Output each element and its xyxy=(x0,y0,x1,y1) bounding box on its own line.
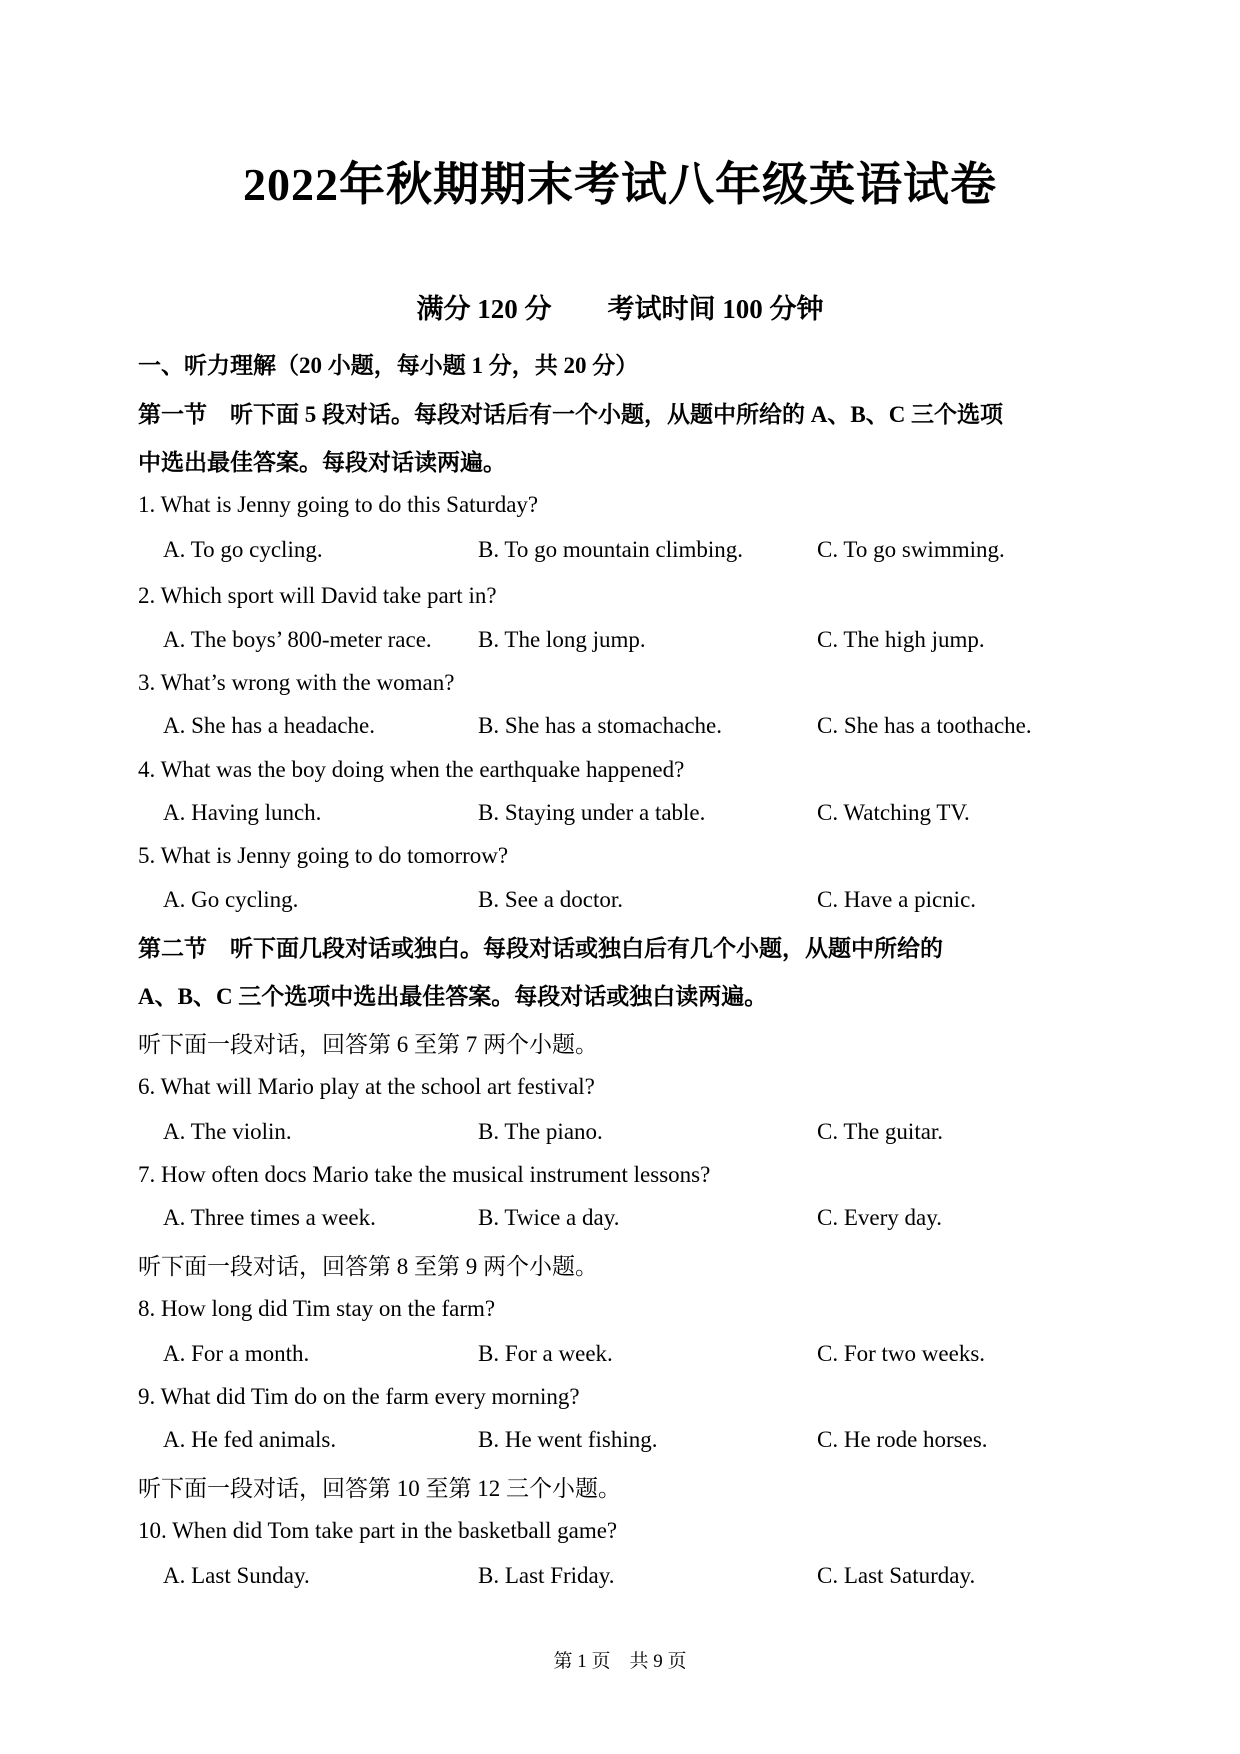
option-a: A. Having lunch. xyxy=(163,800,322,825)
question-text: 9. What did Tim do on the farm every morning? xyxy=(138,1384,580,1409)
option-b: B. For a week. xyxy=(478,1341,613,1366)
listening-instruction: 听下面一段对话，回答第 10 至第 12 三个小题。 xyxy=(138,1476,621,1501)
listening-instruction: 听下面一段对话，回答第 6 至第 7 两个小题。 xyxy=(138,1032,598,1057)
question-text: 4. What was the boy doing when the earthquake happened? xyxy=(138,757,685,782)
option-b: B. Last Friday. xyxy=(478,1563,615,1588)
listening-instruction: 听下面一段对话，回答第 8 至第 9 两个小题。 xyxy=(138,1254,598,1279)
option-b: B. Twice a day. xyxy=(478,1205,620,1230)
section1-instruction-line2: 中选出最佳答案。每段对话读两遍。 xyxy=(138,450,506,475)
option-b: B. To go mountain climbing. xyxy=(478,537,744,562)
exam-time: 考试时间 100 分钟 xyxy=(607,294,824,324)
option-a: A. The violin. xyxy=(163,1119,292,1144)
option-b: B. He went fishing. xyxy=(478,1427,658,1452)
option-a: A. He fed animals. xyxy=(163,1427,337,1452)
option-a: A. She has a headache. xyxy=(163,713,376,738)
option-b: B. The long jump. xyxy=(478,627,646,652)
option-c: C. Last Saturday. xyxy=(817,1563,976,1588)
question-text: 6. What will Mario play at the school art festival? xyxy=(138,1074,595,1099)
page-number: 第 1 页 共 9 页 xyxy=(553,1651,687,1672)
option-c: C. Watching TV. xyxy=(817,800,970,825)
option-a: A. Go cycling. xyxy=(163,887,299,912)
option-c: C. She has a toothache. xyxy=(817,713,1032,738)
option-c: C. The guitar. xyxy=(817,1119,944,1144)
option-c: C. He rode horses. xyxy=(817,1427,988,1452)
option-c: C. Have a picnic. xyxy=(817,887,977,912)
question-text: 7. How often docs Mario take the musical instrument lessons? xyxy=(138,1162,711,1187)
question-text: 10. When did Tom take part in the basketball game? xyxy=(138,1518,618,1543)
option-b: B. The piano. xyxy=(478,1119,603,1144)
question-text: 2. Which sport will David take part in? xyxy=(138,583,497,608)
option-c: C. Every day. xyxy=(817,1205,942,1230)
exam-meta xyxy=(0,287,1240,326)
option-a: A. Three times a week. xyxy=(163,1205,376,1230)
option-b: B. See a doctor. xyxy=(478,887,623,912)
question-text: 5. What is Jenny going to do tomorrow? xyxy=(138,843,509,868)
page-title: 2022年秋期期末考试八年级英语试卷 xyxy=(243,159,997,210)
section1-instruction-line1: 第一节 听下面 5 段对话。每段对话后有一个小题，从题中所给的 A、B、C 三个选项 xyxy=(138,402,1004,427)
option-b: B. She has a stomachache. xyxy=(478,713,722,738)
option-a: A. Last Sunday. xyxy=(163,1563,310,1588)
part1-heading: 一、听力理解（20 小题，每小题 1 分，共 20 分） xyxy=(138,353,639,378)
full-score: 满分 120 分 xyxy=(416,294,552,324)
option-a: A. To go cycling. xyxy=(163,537,323,562)
option-a: A. For a month. xyxy=(163,1341,310,1366)
section2-instruction-line1: 第二节 听下面几段对话或独白。每段对话或独白后有几个小题，从题中所给的 xyxy=(138,936,943,961)
option-c: C. The high jump. xyxy=(817,627,985,652)
question-text: 3. What’s wrong with the woman? xyxy=(138,670,455,695)
question-text: 8. How long did Tim stay on the farm? xyxy=(138,1296,496,1321)
question-text: 1. What is Jenny going to do this Saturday? xyxy=(138,492,539,517)
option-c: C. For two weeks. xyxy=(817,1341,986,1366)
section2-instruction-line2: A、B、C 三个选项中选出最佳答案。每段对话或独白读两遍。 xyxy=(138,984,768,1009)
option-a: A. The boys’ 800-meter race. xyxy=(163,627,432,652)
option-b: B. Staying under a table. xyxy=(478,800,706,825)
option-c: C. To go swimming. xyxy=(817,537,1005,562)
